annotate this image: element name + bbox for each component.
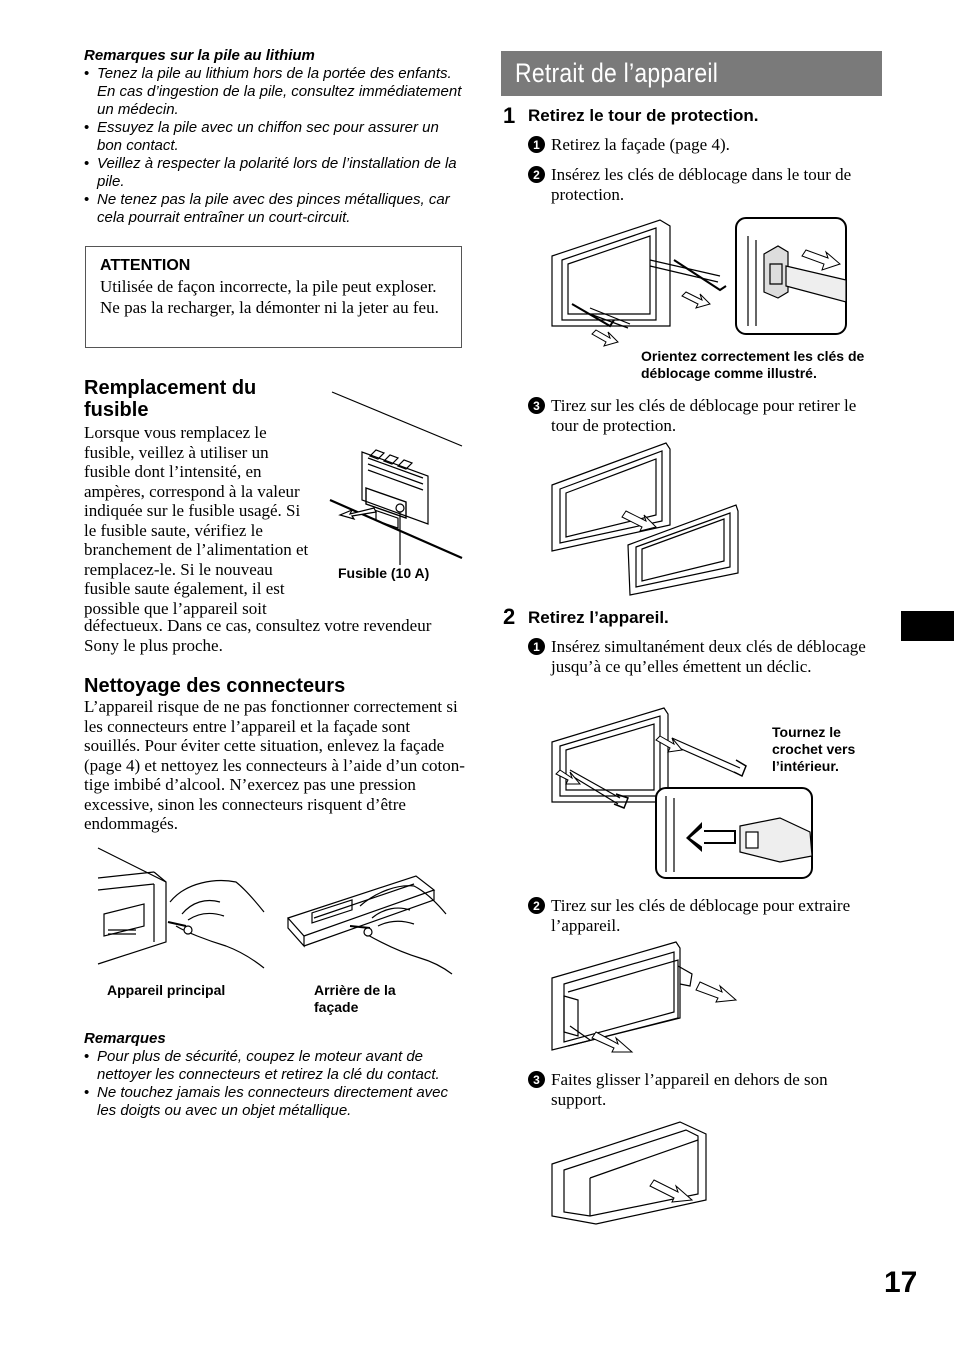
remarks-title: Remarques — [84, 1030, 166, 1047]
list-item: • Pour plus de sécurité, coupez le moteur avant de nettoyer les connecteurs et retirez la clé du contact. — [84, 1048, 466, 1084]
list-item: • Tenez la pile au lithium hors de la portée des enfants. En cas d’ingestion de la pile, consultez immédiatement un médecin. — [84, 65, 466, 119]
list-item: • Veillez à respecter la polarité lors de l’installation de la pile. — [84, 155, 466, 191]
step-title: Retirez le tour de protection. — [528, 106, 759, 125]
substep — [528, 896, 880, 936]
slide-out-illustration — [550, 1120, 715, 1230]
remarks — [84, 1030, 466, 1120]
lithium-notes-title: Remarques sur la pile au lithium — [84, 47, 315, 64]
step-title: Retirez l’appareil. — [528, 608, 669, 627]
substep-number: 3 — [528, 397, 545, 414]
insert-keys-caption: Orientez correctement les clés de déblocage comme illustré. — [641, 348, 865, 381]
fuse-body-continued: défectueux. Dans ce cas, consultez votre revendeur Sony le plus proche. — [84, 616, 432, 655]
substep — [528, 135, 878, 155]
fuse-caption: Fusible (10 A) — [338, 565, 430, 581]
fuse-heading: Remplacement du fusible — [84, 377, 257, 421]
faceplate-rear-illustration — [284, 862, 456, 974]
substep-number: 2 — [528, 166, 545, 183]
insert-two-keys-caption: Tournez le crochet vers l’intérieur. — [772, 724, 856, 774]
substep-text: Tirez sur les clés de déblocage pour retirer le tour de protection. — [551, 396, 857, 435]
fuse-illustration — [328, 390, 468, 565]
step-number: 1 — [503, 103, 516, 128]
fuse-body: Lorsque vous remplacez le fusible, veillez à utiliser un fusible dont l’intensité, en ampères, correspond à la valeur indiquée sur le fusible usagé. Si le fusible saute, vérifiez le branchement de l’alimentation et remplacez-le. Si le nouveau fusible saute également, il est possible que l’appareil soit — [84, 423, 309, 618]
main-unit-caption: Appareil principal — [107, 982, 226, 998]
lithium-notes-list — [84, 65, 466, 227]
section-title-banner — [501, 51, 882, 96]
substep-number: 2 — [528, 897, 545, 914]
substep-text: Tirez sur les clés de déblocage pour extraire l’appareil. — [551, 896, 851, 935]
substep-number: 3 — [528, 1071, 545, 1088]
remarks-list — [84, 1048, 466, 1120]
pull-unit-illustration — [550, 940, 742, 1055]
substep — [528, 637, 880, 677]
attention-title: ATTENTION — [100, 257, 191, 274]
lithium-notes — [84, 47, 466, 227]
substep-number: 1 — [528, 638, 545, 655]
page-number: 17 — [884, 1266, 918, 1299]
list-item: • Ne tenez pas la pile avec des pinces métalliques, car cela pourrait entraîner un court-circuit. — [84, 191, 466, 227]
insert-keys-illustration — [550, 216, 850, 351]
substep — [528, 396, 883, 436]
substep — [528, 1070, 880, 1110]
substep-text: Insérez les clés de déblocage dans le tour de protection. — [551, 165, 852, 204]
faceplate-rear-caption: Arrière de la façade — [314, 982, 396, 1015]
substep-number: 1 — [528, 136, 545, 153]
substep — [528, 165, 878, 205]
attention-box — [85, 246, 462, 348]
list-item: • Essuyez la pile avec un chiffon sec pour assurer un bon contact. — [84, 119, 466, 155]
attention-body: Utilisée de façon incorrecte, la pile peut exploser. Ne pas la recharger, la démonter ni la jeter au feu. — [100, 277, 439, 317]
section-tab — [901, 611, 954, 641]
connectors-heading: Nettoyage des connecteurs — [84, 675, 346, 697]
connectors-body: L’appareil risque de ne pas fonctionner correctement si les connecteurs entre l’appareil et la façade sont souillés. Pour éviter cette situation, enlevez la façade (page 4) et nettoyez les connecteurs à l’aide d’un coton-tige imbibé d’alcool. N’exercez pas une pression excessive, sinon les connecteurs risquent d’être endommagés. — [84, 697, 465, 833]
step-number: 2 — [503, 604, 516, 629]
section-title: Retrait de l’appareil — [515, 58, 719, 88]
substep-text: Faites glisser l’appareil en dehors de son support. — [551, 1070, 828, 1109]
main-unit-illustration — [96, 842, 268, 972]
substep-text: Insérez simultanément deux clés de déblocage jusqu’à ce qu’elles émettent un déclic. — [551, 637, 866, 676]
substep-text: Retirez la façade (page 4). — [551, 135, 730, 154]
remove-frame-illustration — [550, 441, 742, 597]
list-item: • Ne touchez jamais les connecteurs directement avec les doigts ou avec un objet métallique. — [84, 1084, 466, 1120]
